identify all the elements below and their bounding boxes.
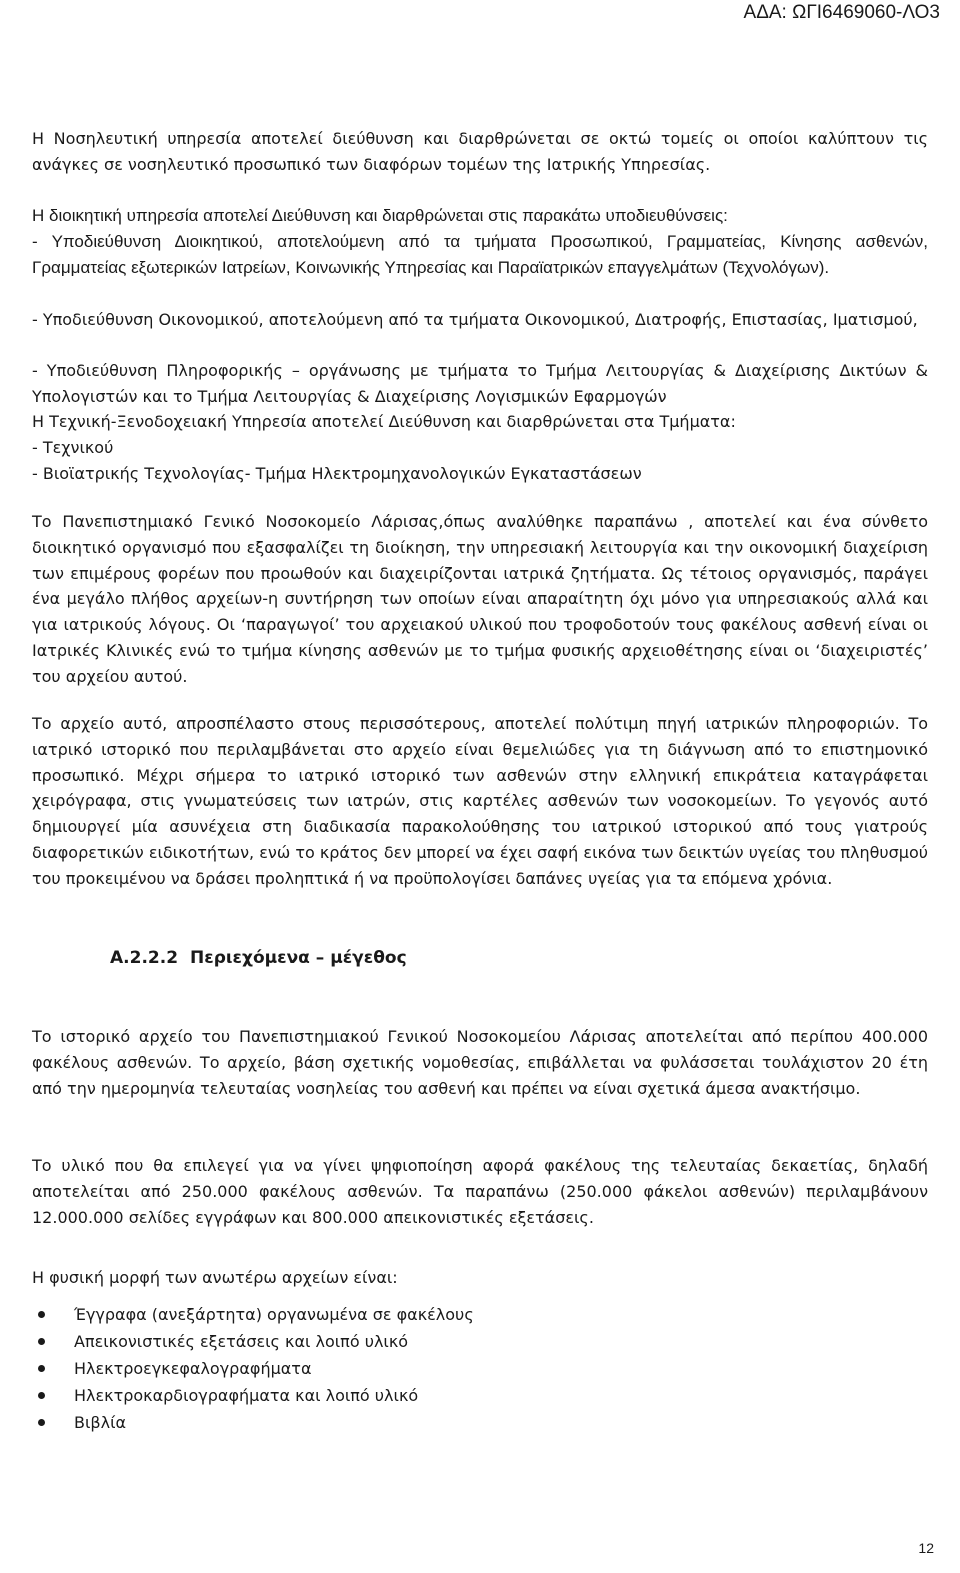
paragraph-admin-intro: Η διοικητική υπηρεσία αποτελεί Διεύθυνση και διαρθρώνεται στις παρακάτω υποδιευθύνσεις: xyxy=(32,206,728,225)
paragraph-nursing: Η Νοσηλευτική υπηρεσία αποτελεί διεύθυνση και διαρθρώνεται σε οκτώ τομείς οι οποίοι καλύπτουν τις ανάγκες σε νοσηλευτικό προσωπικό των διαφόρων τομέων της Ιατρικής Υπηρεσίας. xyxy=(32,129,928,174)
section-title: Περιεχόμενα – μέγεθος xyxy=(190,948,407,968)
paragraph-technical: Η Τεχνική-Ξενοδοχειακή Υπηρεσία αποτελεί Διεύθυνση και διαρθρώνεται στα Τμήματα: xyxy=(32,412,736,431)
paragraph-archive-value: Το αρχείο αυτό, απροσπέλαστο στους περισσότερους, αποτελεί πολύτιμη πηγή ιατρικών πληροφοριών. Το ιατρικό ιστορικό που περιλαμβάνεται στο αρχείο είναι θεμελιώδες για τη διάγνωση από το επιστημονικό προσωπικό. Μέχρι σήμερα το ιατρικό ιστορικό των ασθενών στην ελληνική επικράτεια καταγράφεται χειρόγραφα, στις γνωματεύσεις των ιατρών, στις καρτέλες ασθενών των νοσοκομείων. Το γεγονός αυτό δημιουργεί μία ασυνέχεια στη διαδικασία παρακολούθησης του ιατρικού ιστορικού από τους γιατρούς διαφορετικών ειδικοτήτων, ενώ το κράτος δεν μπορεί να έχει σαφή εικόνα των δεικτών υγείας του πληθυσμού του προκειμένου να δράσει προληπτικά ή να προϋπολογίσει δαπάνες υγείας για τα επόμενα χρόνια. xyxy=(32,714,928,888)
paragraph-digitization: Το υλικό που θα επιλεγεί για να γίνει ψηφιοποίηση αφορά φακέλους της τελευταίας δεκαετίας, δηλαδή αποτελείται από 250.000 φακέλους ασθενών. Τα παραπάνω (250.000 φάκελοι ασθενών) περιλαμβάνουν 12.000.000 σελίδες εγγράφων και 800.000 απεικονιστικές εξετάσεις. xyxy=(32,1156,928,1227)
list-item: Ηλεκτροκαρδιογραφήματα και λοιπό υλικό xyxy=(32,1382,474,1409)
paragraph-technical-dept2: - Βιοϊατρικής Τεχνολογίας- Τμήμα Ηλεκτρομηχανολογικών Εγκαταστάσεων xyxy=(32,464,642,483)
paragraph-admin-sub1: - Υποδιεύθυνση Διοικητικού, αποτελούμενη από τα τμήματα Προσωπικού, Γραμματείας, Κίνησης ασθενών, Γραμματείας εξωτερικών Ιατρείων, Κοινωνικής Υπηρεσίας και Παραϊατρικών επαγγελμάτων (Τεχνολόγων). xyxy=(32,232,928,277)
page-number: 12 xyxy=(918,1540,934,1556)
list-item: Απεικονιστικές εξετάσεις και λοιπό υλικό xyxy=(32,1328,474,1355)
paragraph-technical-dept1: - Τεχνικού xyxy=(32,438,114,457)
section-heading xyxy=(110,948,407,968)
list-item: Βιβλία xyxy=(32,1409,474,1436)
paragraph-it-sub: - Υποδιεύθυνση Πληροφορικής – οργάνωσης με τμήματα το Τμήμα Λειτουργίας & Διαχείρισης Δικτύων & Υπολογιστών και το Τμήμα Λειτουργίας & Διαχείρισης Λογισμικών Εφαρμογών xyxy=(32,361,928,406)
list-item: Έγγραφα (ανεξάρτητα) οργανωμένα σε φακέλους xyxy=(32,1301,474,1328)
ada-code: ΑΔΑ: ΩΓΙ6469060-ΛΟ3 xyxy=(743,2,940,23)
section-number: Α.2.2.2 xyxy=(110,948,179,968)
paragraph-hospital-org: Το Πανεπιστημιακό Γενικό Νοσοκομείο Λάρισας,όπως αναλύθηκε παραπάνω , αποτελεί και ένα σύνθετο διοικητικό οργανισμό που εξασφαλίζει τη διοίκηση, την υπηρεσιακή λειτουργία και την οικονομική διαχείριση των επιμέρους φορέων που προωθούν και διαχειρίζονται ιατρικά ζητήματα. Ως τέτοιος οργανισμός, παράγει ένα μεγάλο πλήθος αρχείων-η συντήρηση των οποίων είναι απαραίτητη όχι μόνο για υπηρεσιακούς αλλά και για ιατρικούς λόγους. Οι ‘παραγωγοί’ του αρχειακού υλικού που τροφοδοτούν τους φακέλους ασθενή είναι οι Ιατρικές Κλινικές ενώ το τμήμα κίνησης ασθενών με το τμήμα φυσικής αρχειοθέτησης είναι οι ‘διαχειριστές’ του αρχείου αυτού. xyxy=(32,512,928,686)
paragraph-physical-form: Η φυσική μορφή των ανωτέρω αρχείων είναι: xyxy=(32,1268,398,1287)
paragraph-finance-sub: - Υποδιεύθυνση Οικονομικού, αποτελούμενη από τα τμήματα Οικονομικού, Διατροφής, Επιστασίας, Ιματισμού, xyxy=(32,310,918,329)
list-item: Ηλεκτροεγκεφαλογραφήματα xyxy=(32,1355,474,1382)
paragraph-archive-size: Το ιστορικό αρχείο του Πανεπιστημιακού Γενικού Νοσοκομείου Λάρισας αποτελείται από περίπου 400.000 φακέλους ασθενών. Το αρχείο, βάση σχετικής νομοθεσίας, επιβάλλεται να φυλάσσεται τουλάχιστον 20 έτη από την ημερομηνία τελευταίας νοσηλείας του ασθενή και πρέπει να είναι σχετικά άμεσα ανακτήσιμο. xyxy=(32,1027,928,1098)
bullet-list xyxy=(32,1301,474,1436)
